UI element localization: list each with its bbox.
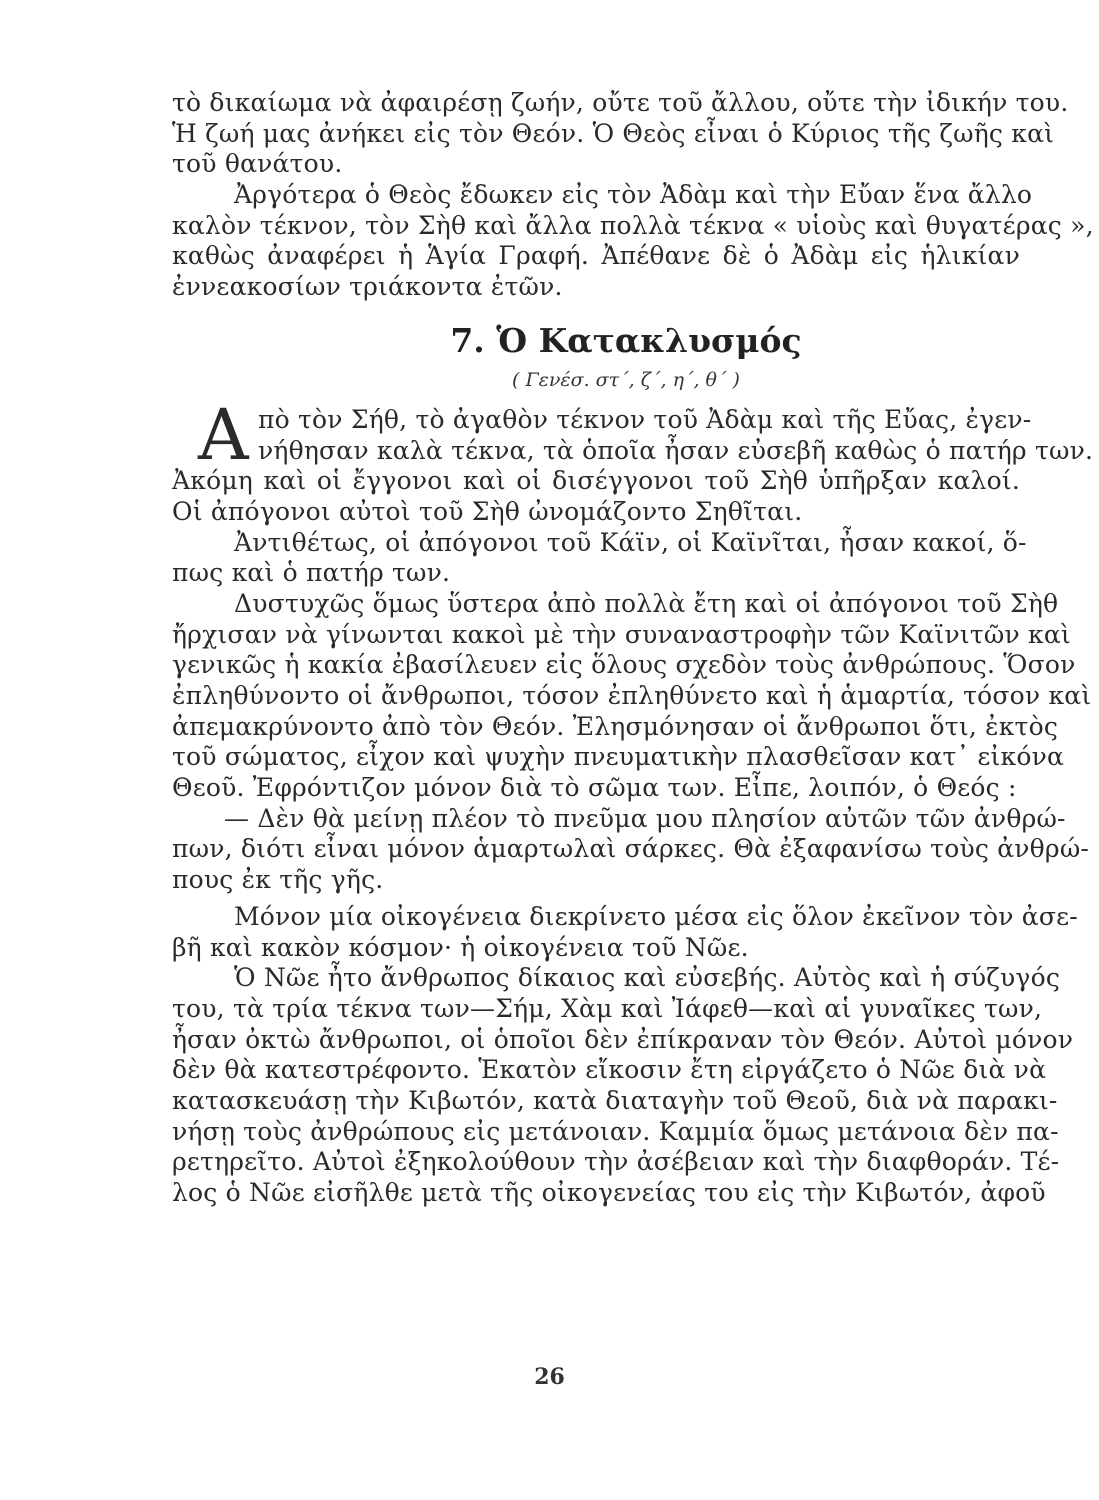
paragraph-dropcap	[172, 393, 1094, 528]
text-line: πως καὶ ὁ πατήρ των.	[172, 558, 451, 588]
text-line: Ἀντιθέτως, οἱ ἀπόγονοι τοῦ Κάϊν, οἱ Καϊνῖται, ἦσαν κακοί, ὅ-	[234, 527, 1027, 557]
text-line: Οἱ ἀπόγονοι αὐτοὶ τοῦ Σὴθ ὠνομάζοντο Σηθῖται.	[172, 496, 803, 526]
text-line: κατασκευάσῃ τὴν Κιβωτόν, κατὰ διαταγὴν τοῦ Θεοῦ, διὰ νὰ παρακι-	[172, 1085, 1058, 1115]
text-line: καθὼς ἀναφέρει ἡ Ἁγία Γραφή. Ἀπέθανε δὲ ὁ Ἀδὰμ εἰς ἡλικίαν	[172, 241, 1020, 271]
paragraph-intro	[172, 88, 1069, 180]
text-line: γενικῶς ἡ κακία ἐβασίλευεν εἰς ὅλους σχεδὸν τοὺς ἀνθρώπους. Ὅσον	[172, 650, 1076, 680]
paragraph-seth-birth	[172, 180, 1094, 303]
text-line: λος ὁ Νῶε εἰσῆλθε μετὰ τῆς οἰκογενείας του εἰς τὴν Κιβωτόν, ἀφοῦ	[172, 1178, 1046, 1207]
text-line: ρετηρεῖτο. Αὐτοὶ ἐξηκολούθουν τὴν ἀσέβειαν καὶ τὴν διαφθοράν. Τέ-	[172, 1147, 1060, 1177]
paragraph-god-speech	[172, 803, 1090, 896]
section-title: 7. Ὁ Κατακλυσμός	[450, 320, 802, 360]
text-line: βῆ καὶ κακὸν κόσμον· ἡ οἰκογένεια τοῦ Νῶε.	[172, 932, 749, 962]
text-line: του, τὰ τρία τέκνα των—Σήμ, Χὰμ καὶ Ἰάφεθ—καὶ αἱ γυναῖκες των,	[172, 993, 1043, 1023]
text-line: νήθησαν καλὰ τέκνα, τὰ ὁποῖα ἦσαν εὐσεβῆ καθὼς ὁ πατήρ των.	[258, 435, 1094, 465]
page-body	[172, 88, 1094, 1209]
text-line: δὲν θὰ κατεστρέφοντο. Ἑκατὸν εἴκοσιν ἔτη εἰργάζετο ὁ Νῶε διὰ νὰ	[172, 1055, 1047, 1085]
text-line: Ὁ Νῶε ἦτο ἄνθρωπος δίκαιος καὶ εὐσεβής. Αὐτὸς καὶ ἡ σύζυγός	[234, 963, 1061, 993]
text-line: Δυστυχῶς ὅμως ὕστερα ἀπὸ πολλὰ ἔτη καὶ οἱ ἀπόγονοι τοῦ Σὴθ	[234, 588, 1059, 618]
page-number: 26	[534, 1364, 565, 1390]
text-line: τοῦ σώματος, εἶχον καὶ ψυχὴν πνευματικὴν πλασθεῖσαν κατ᾽ εἰκόνα	[172, 742, 1065, 772]
text-line: πὸ τὸν Σήθ, τὸ ἀγαθὸν τέκνον τοῦ Ἀδὰμ καὶ τῆς Εὔας, ἐγεν-	[258, 404, 1032, 434]
text-line: πους ἐκ τῆς γῆς.	[172, 865, 384, 895]
text-line: Θεοῦ. Ἐφρόντιζον μόνον διὰ τὸ σῶμα των. Εἶπε, λοιπόν, ὁ Θεός :	[172, 773, 1017, 803]
text-line: καλὸν τέκνον, τὸν Σὴθ καὶ ἄλλα πολλὰ τέκνα « υἱοὺς καὶ θυγατέρας »,	[172, 210, 1094, 240]
text-line: ἦσαν ὀκτὼ ἄνθρωποι, οἱ ὁποῖοι δὲν ἐπίκραναν τὸν Θεόν. Αὐτοὶ μόνον	[172, 1024, 1074, 1054]
text-line: ἐννεακοσίων τριάκοντα ἐτῶν.	[172, 272, 563, 302]
drop-cap-letter: Α	[198, 393, 249, 476]
section-reference: ( Γενέσ. στ΄, ζ΄, η΄, θ΄ )	[512, 368, 740, 391]
text-line: τὸ δικαίωμα νὰ ἀφαιρέσῃ ζωήν, οὔτε τοῦ ἄλλου, οὔτε τὴν ἰδικήν του.	[172, 88, 1069, 117]
text-line: ἐπληθύνοντο οἱ ἄνθρωποι, τόσον ἐπληθύνετο καὶ ἡ ἁμαρτία, τόσον καὶ	[172, 681, 1092, 710]
paragraph-noah-ark	[172, 963, 1074, 1209]
text-line: Ἀργότερα ὁ Θεὸς ἔδωκεν εἰς τὸν Ἀδὰμ καὶ τὴν Εὔαν ἕνα ἄλλο	[234, 180, 1033, 210]
paragraph-noah-family	[172, 901, 1078, 963]
text-line: Μόνον μία οἰκογένεια διεκρίνετο μέσα εἰς ὅλον ἐκεῖνον τὸν ἀσε-	[234, 901, 1078, 931]
text-line: τοῦ θανάτου.	[172, 149, 343, 179]
text-line: ἤρχισαν νὰ γίνωνται κακοὶ μὲ τὴν συναναστροφὴν τῶν Καϊνιτῶν καὶ	[172, 619, 1071, 649]
text-line: ἀπεμακρύνοντο ἀπὸ τὸν Θεόν. Ἐλησμόνησαν οἱ ἄνθρωποι ὅτι, ἐκτὸς	[172, 711, 1059, 741]
paragraph-corruption	[172, 588, 1092, 804]
text-line: Ἀκόμη καὶ οἱ ἔγγονοι καὶ οἱ δισέγγονοι τοῦ Σὴθ ὑπῆρξαν καλοί.	[172, 466, 1020, 496]
text-line: νήσῃ τοὺς ἀνθρώπους εἰς μετάνοιαν. Καμμία ὅμως μετάνοια δὲν πα-	[172, 1116, 1059, 1146]
text-line: πων, διότι εἶναι μόνον ἁμαρτωλαὶ σάρκες. Θὰ ἐξαφανίσω τοὺς ἀνθρώ-	[172, 834, 1090, 864]
text-line: — Δὲν θὰ μείνῃ πλέον τὸ πνεῦμα μου πλησίον αὐτῶν τῶν ἀνθρώ-	[224, 803, 1066, 833]
paragraph-cainites	[172, 527, 1027, 589]
text-line: Ἡ ζωή μας ἀνήκει εἰς τὸν Θεόν. Ὁ Θεὸς εἶναι ὁ Κύριος τῆς ζωῆς καὶ	[172, 118, 1055, 148]
